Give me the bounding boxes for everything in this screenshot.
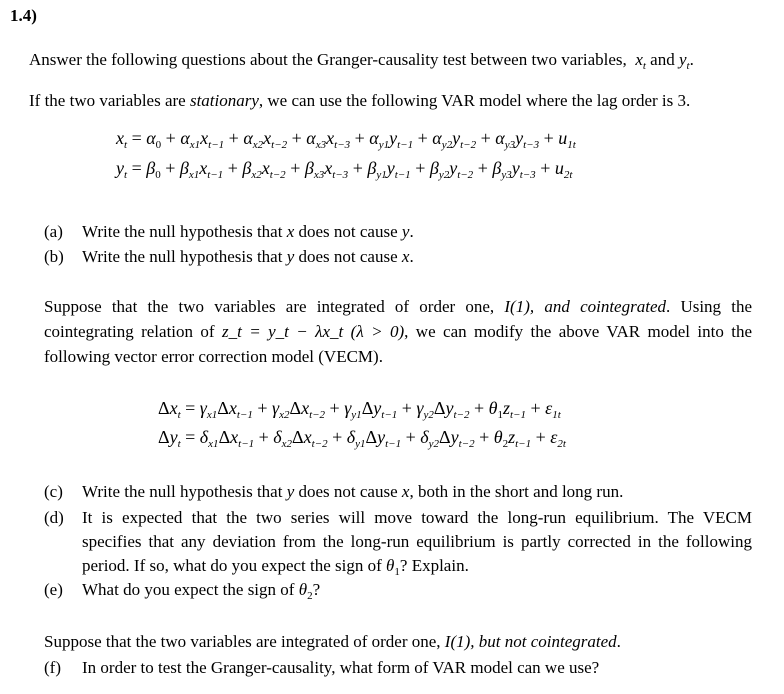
var-y: $y_t$: [678, 50, 690, 72]
question-d-label: (d): [44, 508, 64, 527]
var-equation-1: $x_t = \alpha_0 + \alpha_{x1}x_{t-1} + \alpha_{x2}x_{t-2} + \alpha_{x3}x_{t-3} + \alpha_{y1}y_{t-1} + \alpha_{y2}y_{t-2} + \alpha_{y3}y_{t-3} + u_{1t}$: [116, 128, 576, 151]
final-para-i1: I(1), but: [444, 632, 501, 651]
question-b-post: .: [409, 247, 414, 266]
final-para-post: .: [616, 632, 621, 651]
coint-line1-i1: I(1), and: [504, 297, 570, 316]
intro-text: Answer the following questions about the Granger-causality test between two variables,: [29, 50, 627, 69]
theta-2: $\theta_2$: [298, 580, 313, 602]
coint-para-line-2: [44, 321, 752, 343]
question-f-text: In order to test the Granger-causality, what form of VAR model can we use?: [82, 658, 600, 677]
question-d-line-1: It is expected that the two series will move toward the long-run equilibrium. The VECM: [82, 508, 752, 527]
intro-line-2: [29, 90, 690, 112]
final-para-em: not cointegrated: [504, 632, 617, 651]
question-e-text: What do you expect the sign of: [82, 580, 295, 599]
coint-para-line-1: [44, 296, 752, 318]
question-c-text: Write the null hypothesis that: [82, 482, 283, 501]
question-a-var1: x: [286, 222, 295, 241]
vecm-equation-1: $\Delta x_t = \gamma_{x1}\Delta x_{t-1} + \gamma_{x2}\Delta x_{t-2} + \gamma_{y1}\Delta y_{t-1} + \gamma_{y2}\Delta y_{t-2} + \theta_1z_{t-1} + \varepsilon_{1t}$: [158, 398, 561, 421]
intro-line2-pre: If the two variables are: [29, 91, 186, 110]
question-a: [44, 220, 764, 244]
var-equation-2: $y_t = \beta_0 + \beta_{x1}x_{t-1} + \beta_{x2}x_{t-2} + \beta_{x3}x_{t-3} + \beta_{y1}y_{t-1} + \beta_{y2}y_{t-2} + \beta_{y3}y_{t-3} + u_{2t}$: [116, 158, 573, 181]
question-c: [44, 480, 764, 504]
question-c-label: (c): [44, 482, 63, 501]
question-d-line-3: period. If so, what do you expect the sign of: [82, 556, 382, 575]
question-number: 1.4): [10, 6, 37, 25]
coint-line1-pre: Suppose that the two variables are integrated of order one,: [44, 297, 495, 316]
final-para-pre: Suppose that the two variables are integrated of order one,: [44, 632, 441, 651]
question-b: [44, 245, 764, 269]
question-c-var2: x: [401, 482, 410, 501]
question-e-post: ?: [312, 580, 321, 599]
question-e: [44, 578, 764, 602]
question-b-label: (b): [44, 247, 64, 266]
question-b-text: Write the null hypothesis that: [82, 247, 283, 266]
final-para: [44, 631, 621, 653]
question-a-label: (a): [44, 222, 63, 241]
question-f: [44, 656, 764, 680]
theta-1: $\theta_1$: [386, 556, 400, 578]
var-x: $x_t$: [631, 50, 646, 72]
vecm-equation-2: $\Delta y_t = \delta_{x1}\Delta x_{t-1} + \delta_{x2}\Delta x_{t-2} + \delta_{y1}\Delta y_{t-1} + \delta_{y2}\Delta y_{t-2} + \theta_2z_{t-1} + \varepsilon_{2t}$: [158, 427, 566, 450]
question-c-var1: y: [286, 482, 295, 501]
question-d-line-2: specifies that any deviation from the long-run equilibrium is partly corrected in the following: [82, 532, 752, 551]
question-a-var2: y: [401, 222, 410, 241]
question-a-text: Write the null hypothesis that: [82, 222, 283, 241]
coint-relation: z_t = y_t − λx_t (λ > 0): [221, 322, 405, 341]
question-b-var2: x: [401, 247, 410, 266]
question-d: [44, 506, 764, 578]
coint-line1-em: cointegrated: [580, 297, 666, 316]
intro-line-1: Answer the following questions about the Granger-causality test between two variables, $x_t$ and $y_t$.: [29, 50, 694, 72]
question-e-label: (e): [44, 580, 63, 599]
question-a-mid: does not cause: [298, 222, 398, 241]
question-a-post: .: [409, 222, 414, 241]
question-b-mid: does not cause: [298, 247, 398, 266]
intro-line2-em: stationary: [189, 91, 259, 110]
question-c-mid: does not cause: [298, 482, 398, 501]
question-c-post: , both in the short and long run.: [409, 482, 624, 501]
intro-line2-post: , we can use the following VAR model where the lag order is 3.: [258, 91, 691, 110]
coint-line1-post: . Using the: [665, 297, 753, 316]
question-b-var1: y: [286, 247, 295, 266]
coint-line2-pre: cointegrating relation of: [44, 322, 215, 341]
coint-line2-post: , we can modify the above VAR model into the: [404, 322, 752, 341]
coint-para-line-3: following vector error correction model (VECM).: [44, 347, 383, 366]
question-d-line-3-post: ? Explain.: [399, 556, 469, 575]
question-f-label: (f): [44, 658, 61, 677]
